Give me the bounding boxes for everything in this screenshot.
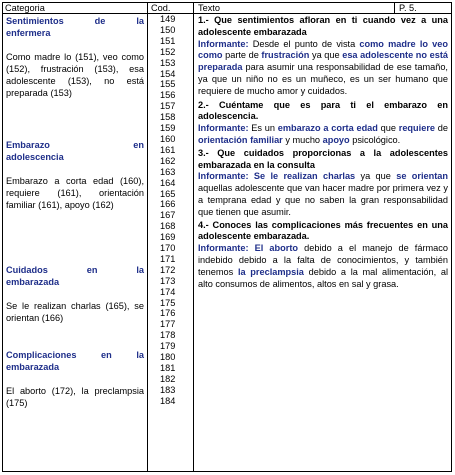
category-title-line: Cuidados en la xyxy=(6,265,144,275)
category-complicaciones xyxy=(6,349,144,409)
code-number: 175 xyxy=(160,297,176,308)
answer-text: que xyxy=(377,123,399,134)
code-number: 159 xyxy=(160,123,176,134)
informante-label: Informante: xyxy=(198,243,249,254)
highlight: frustración xyxy=(261,50,310,61)
code-number: 153 xyxy=(160,57,176,68)
code-number: 155 xyxy=(160,79,176,90)
header-categoria: Categoria xyxy=(5,3,45,13)
highlight: la preclampsia xyxy=(237,266,304,277)
code-number: 160 xyxy=(160,133,176,144)
question-4: 4.- Conoces las complicaciones más frecuentes en una adolescente embarazada. xyxy=(198,219,448,242)
category-body: El aborto (172), la preclampsia (175) xyxy=(6,386,144,408)
code-number: 180 xyxy=(160,352,176,363)
highlight: como madre lo veo como xyxy=(198,38,448,61)
category-title-line: Complicaciones en la xyxy=(6,350,144,360)
question-1: 1.- Que sentimientos afloran en ti cuando vez a una adolescente embarazada xyxy=(198,15,448,37)
answer-text: Es un xyxy=(248,123,278,134)
header-divider xyxy=(394,3,395,13)
coding-table xyxy=(2,2,452,472)
highlight: requiere xyxy=(398,123,436,134)
category-body: Se le realizan charlas (165), se orientan (166) xyxy=(6,301,144,323)
code-number: 174 xyxy=(160,286,176,297)
highlight: apoyo xyxy=(322,134,350,145)
code-number: 177 xyxy=(160,319,176,330)
highlight: se orientan xyxy=(396,171,448,182)
answer-text: y mucho xyxy=(282,134,323,145)
category-title-line: embarazada xyxy=(6,277,60,287)
code-number: 173 xyxy=(160,275,176,286)
question-2: 2.- Cuéntame que es para ti el embarazo en adolescencia. xyxy=(198,99,448,122)
highlight: esa adolescente no está preparada xyxy=(198,50,448,73)
code-number: 176 xyxy=(160,308,176,319)
category-title-line: enfermera xyxy=(6,28,51,38)
informante-label: Informante: xyxy=(198,38,249,49)
category-sentimientos xyxy=(6,15,144,99)
code-number: 167 xyxy=(160,210,176,221)
answer-text: Desde el punto de vista xyxy=(248,38,360,49)
table-header xyxy=(3,3,451,14)
code-number: 149 xyxy=(160,14,176,24)
category-title-line: embarazada xyxy=(6,362,60,372)
code-number: 152 xyxy=(160,46,176,57)
code-number: 168 xyxy=(160,221,176,232)
question-answer-1 xyxy=(198,15,448,98)
highlight: El aborto xyxy=(254,243,298,254)
question-answer-4 xyxy=(198,220,448,291)
highlight: Se le realizan charlas xyxy=(253,171,356,182)
code-number: 171 xyxy=(160,253,176,264)
category-cuidados xyxy=(6,264,144,324)
answer-text: ya que xyxy=(309,50,343,61)
header-texto: Texto xyxy=(198,3,220,13)
code-number: 178 xyxy=(160,330,176,341)
code-number: 181 xyxy=(160,363,176,373)
code-number: 165 xyxy=(160,188,176,199)
code-number: 172 xyxy=(160,264,176,275)
question-3: 3.- Que cuidados proporcionas a la adolescentes embarazada en la consulta xyxy=(198,147,448,170)
informante-label: Informante: xyxy=(198,171,249,182)
codes-column xyxy=(148,14,190,407)
code-number: 154 xyxy=(160,68,176,79)
header-page: P. 5. xyxy=(399,3,417,13)
code-number: 166 xyxy=(160,199,176,210)
header-cod: Cod. xyxy=(151,3,171,13)
answer-text: para asumir una responsabilidad de ese tamaño, ya que un niño no es un muñeco, es un ser humano que requiere de mucho amor y cuidados. xyxy=(198,62,448,96)
code-number: 151 xyxy=(160,35,176,46)
code-number: 170 xyxy=(160,243,176,254)
answer-text: debido a el manejo de fármaco indebido debido a la falta de conocimientos, y también tenemos xyxy=(198,243,448,277)
code-number: 156 xyxy=(160,90,176,101)
answer-text: debido a la mal alimentación, al alto consumos de alimentos, altos en sal y grasa. xyxy=(198,266,448,289)
code-number: 158 xyxy=(160,112,176,123)
code-number: 169 xyxy=(160,232,176,243)
code-number: 179 xyxy=(160,341,176,352)
answer-text: de xyxy=(435,123,448,134)
question-answer-3 xyxy=(198,148,448,219)
category-body: Como madre lo (151), veo como (152), frustración (153), esa adolescente (153), no está preparada (153) xyxy=(6,52,144,98)
category-embarazo xyxy=(6,139,144,211)
highlight: orientación familiar xyxy=(198,134,283,145)
category-body: Embarazo a corta edad (160), requiere (161), orientación familiar (161), apoyo (162) xyxy=(6,176,144,210)
answer-text: ya que xyxy=(355,171,397,182)
answer-text: psicológico. xyxy=(349,134,401,145)
code-number: 157 xyxy=(160,101,176,112)
highlight: embarazo a corta edad xyxy=(277,123,378,134)
category-title-line: adolescencia xyxy=(6,152,64,162)
code-number: 163 xyxy=(160,166,176,177)
code-number: 164 xyxy=(160,177,176,188)
code-number: 183 xyxy=(160,384,176,395)
code-number: 184 xyxy=(160,395,176,406)
question-answer-2 xyxy=(198,100,448,147)
category-title-line: Embarazo en xyxy=(6,140,144,150)
text-column xyxy=(198,15,448,291)
column-divider-2 xyxy=(193,3,194,471)
code-number: 162 xyxy=(160,155,176,166)
category-title-line: Sentimientos de la xyxy=(6,16,144,26)
answer-text: parte de xyxy=(222,50,262,61)
informante-label: Informante: xyxy=(198,123,249,134)
code-number: 161 xyxy=(160,144,176,155)
code-number: 150 xyxy=(160,24,176,35)
answer-text: aquellas adolescente que van hacer madre por primera vez y a temprana edad y que no saben la gran responsabilidad que tienen que asumir. xyxy=(198,183,448,217)
code-number: 182 xyxy=(160,373,176,384)
